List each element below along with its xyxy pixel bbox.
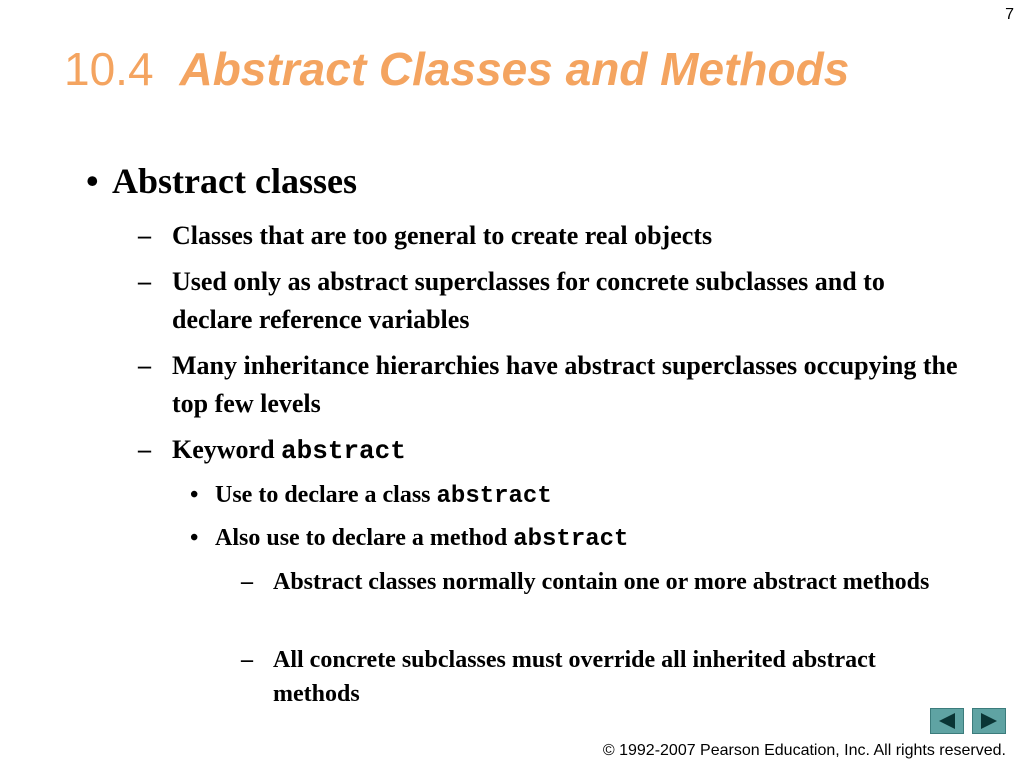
title-text: Abstract Classes and Methods — [179, 43, 850, 95]
level3-text: Also use to declare a method — [215, 525, 514, 551]
dot-marker: • — [190, 525, 199, 551]
sub-bullet-text: Used only as abstract superclasses for concrete subclasses and to declare reference variables — [172, 267, 885, 334]
dot-marker: • — [190, 482, 199, 508]
sub-bullet-text: Many inheritance hierarchies have abstract superclasses occupying the top few levels — [172, 351, 958, 418]
slide-title — [64, 44, 849, 95]
level3-bullet-class — [190, 478, 935, 514]
sub-bullet-too-general — [138, 217, 962, 255]
previous-slide-button[interactable] — [930, 708, 964, 734]
bullet-text: Abstract classes — [112, 161, 357, 201]
level4-bullet-override — [241, 643, 953, 711]
level4-text: All concrete subclasses must override all inherited abstract methods — [273, 647, 876, 707]
level3-bullet-method — [190, 521, 935, 557]
sub-bullet-text: Keyword — [172, 435, 282, 464]
dash-marker: – — [138, 267, 151, 296]
level3-text: Use to declare a class — [215, 482, 437, 508]
dash-marker: – — [241, 647, 253, 673]
dash-marker: – — [138, 221, 151, 250]
keyword-code: abstract — [281, 436, 406, 466]
right-triangle-icon — [973, 709, 1005, 733]
copyright-footer: © 1992-2007 Pearson Education, Inc. All rights reserved. — [602, 742, 1006, 759]
keyword-code: abstract — [436, 483, 552, 510]
level4-text: Abstract classes normally contain one or more abstract methods — [273, 569, 930, 595]
next-slide-button[interactable] — [972, 708, 1006, 734]
level4-bullet-contain — [241, 565, 953, 599]
dash-marker: – — [138, 351, 151, 380]
left-triangle-icon — [931, 709, 963, 733]
dash-marker: – — [241, 569, 253, 595]
page-number: 7 — [1005, 6, 1014, 23]
sub-bullet-keyword — [138, 431, 962, 470]
sub-bullet-superclasses — [138, 263, 962, 339]
sub-bullet-hierarchies — [138, 347, 962, 423]
keyword-code: abstract — [513, 526, 629, 553]
title-number: 10.4 — [64, 43, 154, 95]
bullet-marker: • — [86, 161, 99, 201]
sub-bullet-text: Classes that are too general to create real objects — [172, 221, 713, 250]
dash-marker: – — [138, 435, 151, 464]
bullet-abstract-classes — [86, 160, 357, 202]
